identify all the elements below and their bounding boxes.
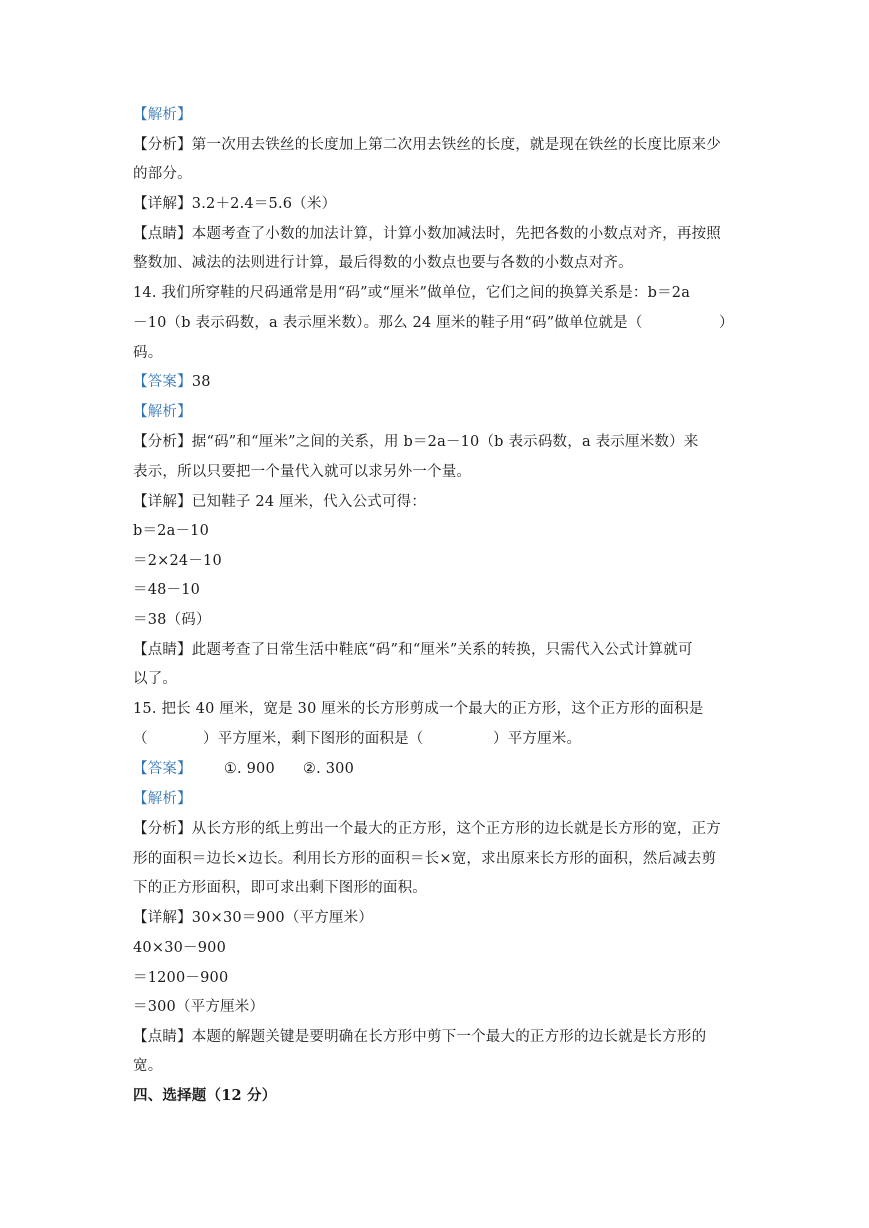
answer-row-15 bbox=[133, 759, 354, 779]
analysis-text-14-line2: 表示，所以只要把一个量代入就可以求另外一个量。 bbox=[133, 464, 472, 480]
detail-text-15: 【详解】30×30＝900（平方厘米） bbox=[133, 910, 374, 926]
detail-text-13: 【详解】3.2＋2.4＝5.6（米） bbox=[133, 196, 337, 212]
comment-text-13-line2: 整数加、减法的法则进行计算，最后得数的小数点也要与各数的小数点对齐。 bbox=[133, 255, 633, 271]
question-15-blank1-open: （ bbox=[133, 731, 148, 747]
formula-15-line2: ＝1200－900 bbox=[133, 970, 229, 986]
analysis-text-14-line1: 【分析】据“码”和“厘米”之间的关系，用 b＝2a－10（b 表示码数，a 表示厘米数）来 bbox=[133, 434, 699, 450]
question-14-line1: 14. 我们所穿鞋的尺码通常是用“码”或“厘米”做单位，它们之间的换算关系是：b＝2a bbox=[133, 285, 691, 301]
answer-heading-15: 【答案】 bbox=[133, 761, 192, 777]
question-15-line2-end: ）平方厘米。 bbox=[493, 731, 582, 747]
analysis-text-15-line2: 形的面积＝边长×边长。利用长方形的面积＝长×宽，求出原来长方形的面积，然后减去剪 bbox=[133, 851, 717, 867]
analysis-heading-13: 【解析】 bbox=[133, 107, 192, 123]
analysis-text-15-line3: 下的正方形面积，即可求出剩下图形的面积。 bbox=[133, 880, 427, 896]
formula-14-line2: ＝2×24－10 bbox=[133, 553, 222, 569]
comment-text-14-line1: 【点睛】此题考查了日常生活中鞋底“码”和“厘米”关系的转换，只需代入公式计算就可 bbox=[133, 642, 693, 658]
analysis-text-13-line1: 【分析】第一次用去铁丝的长度加上第二次用去铁丝的长度，就是现在铁丝的长度比原来少 bbox=[133, 137, 721, 153]
comment-text-13-line1: 【点睛】本题考查了小数的加法计算，计算小数加减法时，先把各数的小数点对齐，再按照 bbox=[133, 226, 721, 242]
section-heading-choice: 四、选择题（12 分） bbox=[133, 1087, 277, 1104]
formula-14-line4: ＝38（码） bbox=[133, 612, 211, 628]
question-15-line1: 15. 把长 40 厘米，宽是 30 厘米的长方形剪成一个最大的正方形，这个正方形的面积是 bbox=[133, 701, 704, 717]
question-14-blank-close: ） bbox=[719, 315, 734, 331]
detail-text-14: 【详解】已知鞋子 24 厘米，代入公式可得： bbox=[133, 494, 427, 510]
formula-15-line3: ＝300（平方厘米） bbox=[133, 999, 265, 1015]
answer-heading-14: 【答案】 bbox=[133, 374, 192, 390]
analysis-heading-15: 【解析】 bbox=[133, 791, 192, 807]
comment-text-15-line2: 宽。 bbox=[133, 1058, 163, 1074]
question-14-line2: －10（b 表示码数，a 表示厘米数）。那么 24 厘米的鞋子用“码”做单位就是（ bbox=[133, 315, 643, 331]
comment-text-15-line1: 【点睛】本题的解题关键是要明确在长方形中剪下一个最大的正方形的边长就是长方形的 bbox=[133, 1029, 707, 1045]
analysis-text-13-line2: 的部分。 bbox=[133, 166, 192, 182]
analysis-heading-14: 【解析】 bbox=[133, 404, 192, 420]
question-15-line2-mid: ）平方厘米，剩下图形的面积是（ bbox=[203, 731, 424, 747]
answer-value-14: 38 bbox=[191, 374, 211, 390]
formula-14-line3: ＝48－10 bbox=[133, 582, 201, 598]
answer-row-14 bbox=[133, 372, 211, 392]
answer-value-15-b: ②. 300 bbox=[302, 761, 354, 777]
formula-15-line1: 40×30－900 bbox=[133, 940, 227, 956]
comment-text-14-line2: 以了。 bbox=[133, 671, 178, 687]
analysis-text-15-line1: 【分析】从长方形的纸上剪出一个最大的正方形，这个正方形的边长就是长方形的宽，正方 bbox=[133, 821, 721, 837]
answer-value-15-a: ①. 900 bbox=[223, 761, 275, 777]
formula-14-line1: b＝2a－10 bbox=[133, 523, 210, 539]
question-14-line3: 码。 bbox=[133, 345, 163, 361]
